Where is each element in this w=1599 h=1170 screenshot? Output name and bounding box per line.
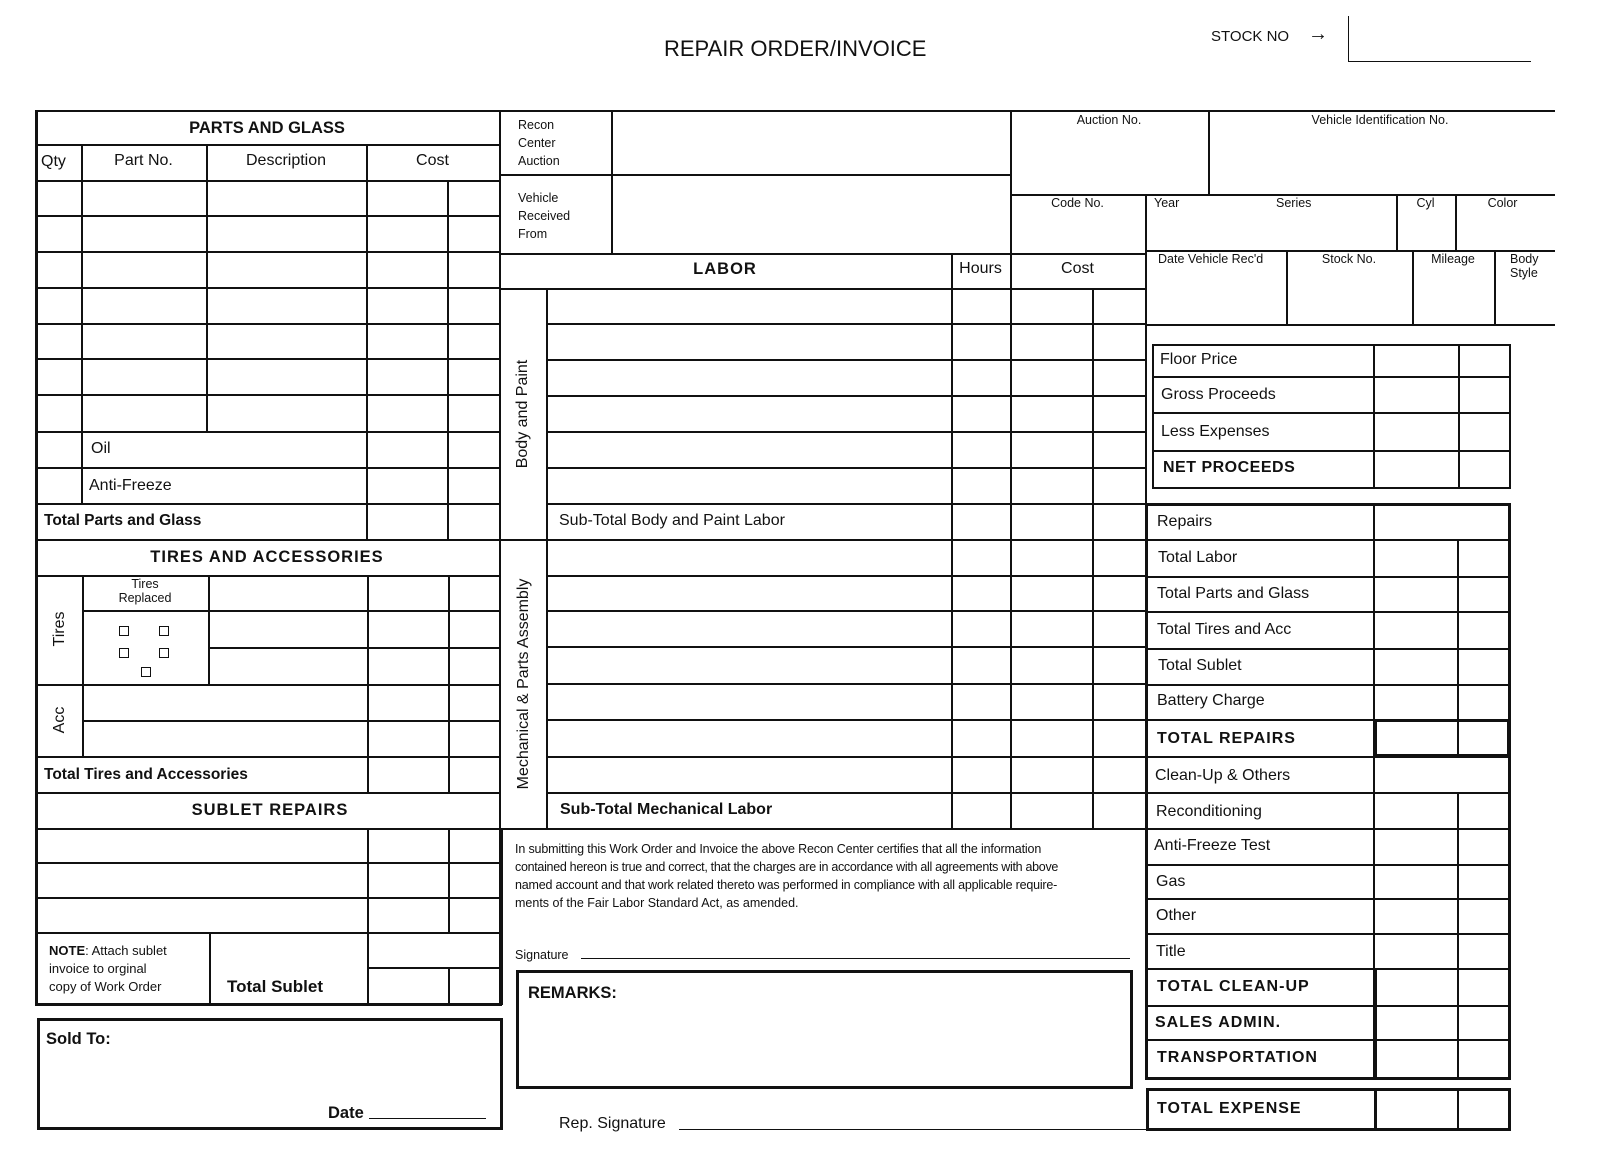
signature-label: Signature: [515, 948, 569, 962]
col-description-header: Description: [245, 152, 327, 169]
other-field[interactable]: [1375, 900, 1507, 932]
floor-price-label: Floor Price: [1160, 351, 1238, 368]
parts-row-6[interactable]: [37, 360, 497, 393]
sublet-note-line-2: invoice to orginal: [49, 961, 147, 976]
body-paint-row-3[interactable]: [548, 361, 1144, 394]
divider: [35, 932, 501, 934]
divider: [499, 828, 1146, 830]
tire-checkbox-3[interactable]: [119, 648, 129, 658]
divider: [35, 792, 499, 794]
parts-row-2[interactable]: [37, 217, 497, 250]
body-paint-row-6[interactable]: [548, 469, 1144, 502]
date-received-field[interactable]: [1147, 268, 1285, 323]
body-style-label-2: Style: [1510, 266, 1538, 280]
certification-line-4: ments of the Fair Labor Standard Act, as amended.: [515, 896, 799, 910]
body-paint-row-1[interactable]: [548, 290, 1144, 322]
antifreeze-test-field[interactable]: [1375, 830, 1507, 863]
body-style-label-1: Body: [1510, 252, 1539, 266]
total-expense-field[interactable]: [1378, 1091, 1508, 1128]
sublet-row-3[interactable]: [37, 899, 499, 931]
tire-checkbox-2[interactable]: [159, 626, 169, 636]
total-tires-acc-label: Total Tires and Accessories: [44, 766, 248, 783]
total-labor-field[interactable]: [1375, 541, 1507, 575]
divider: [35, 539, 499, 541]
mileage-field[interactable]: [1414, 268, 1493, 323]
tire-checkbox-1[interactable]: [119, 626, 129, 636]
mechanical-row-7[interactable]: [548, 758, 1144, 791]
title-field[interactable]: [1375, 935, 1507, 967]
repairs-field[interactable]: [1375, 505, 1507, 538]
recon-label-2: Center: [518, 136, 556, 150]
mechanical-side-label: Mechanical & Parts Assembly: [515, 578, 532, 790]
divider: [546, 503, 1146, 505]
total-sublet-summary-label: Total Sublet: [1158, 657, 1242, 674]
divider: [499, 253, 1146, 255]
net-proceeds-label: NET PROCEEDS: [1163, 459, 1296, 476]
tires-row-2[interactable]: [210, 612, 497, 646]
divider: [1145, 324, 1555, 326]
tire-checkbox-5[interactable]: [141, 667, 151, 677]
series-label: Series: [1276, 196, 1312, 210]
divider: [35, 1003, 502, 1006]
battery-charge-field[interactable]: [1375, 686, 1507, 718]
mileage-label: Mileage: [1431, 252, 1475, 266]
divider: [209, 932, 211, 1003]
body-paint-row-5[interactable]: [548, 433, 1144, 466]
body-paint-row-4[interactable]: [548, 397, 1144, 430]
repairs-label: Repairs: [1157, 513, 1213, 530]
less-expenses-field[interactable]: [1375, 414, 1509, 449]
stock-no-col-label: Stock No.: [1321, 252, 1377, 266]
parts-row-7[interactable]: [37, 396, 497, 430]
total-parts-glass-summary-label: Total Parts and Glass: [1157, 585, 1310, 602]
mechanical-row-2[interactable]: [548, 577, 1144, 609]
total-cleanup-label: TOTAL CLEAN-UP: [1157, 978, 1310, 995]
date-field[interactable]: [369, 1118, 486, 1119]
received-label-2: Received: [518, 209, 571, 223]
body-style-field[interactable]: [1496, 282, 1555, 323]
floor-price-field[interactable]: [1375, 346, 1509, 375]
body-paint-subtotal-label: Sub-Total Body and Paint Labor: [559, 512, 785, 529]
labor-hours-header: Hours: [959, 260, 1002, 277]
arrow-right-icon: →: [1308, 23, 1328, 45]
recon-label-1: Recon: [518, 118, 555, 132]
mechanical-row-4[interactable]: [548, 648, 1144, 682]
stock-no-field[interactable]: [1348, 16, 1531, 62]
total-parts-glass-label: Total Parts and Glass: [44, 512, 202, 529]
cyl-label: Cyl: [1416, 196, 1435, 210]
parts-row-1[interactable]: [37, 182, 497, 214]
sublet-row-1[interactable]: [37, 830, 499, 861]
certification-line-3: named account and that work related thereto was performed in compliance with all applicable require-: [515, 878, 1058, 892]
total-cleanup-field[interactable]: [1377, 971, 1507, 1004]
mechanical-subtotal-label: Sub-Total Mechanical Labor: [560, 801, 773, 818]
received-label-3: From: [518, 227, 548, 241]
year-label: Year: [1154, 196, 1180, 210]
sales-admin-label: SALES ADMIN.: [1155, 1014, 1282, 1031]
labor-cost-header: Cost: [1061, 260, 1094, 277]
acc-side-label: Acc: [51, 706, 68, 734]
transportation-label: TRANSPORTATION: [1157, 1049, 1318, 1066]
tires-side-label: Tires: [51, 611, 68, 647]
sublet-title: SUBLET REPAIRS: [191, 801, 349, 819]
col-qty-header: Qty: [41, 153, 66, 170]
auction-no-field[interactable]: [1012, 130, 1207, 192]
certification-line-2: contained hereon is true and correct, that the charges are in accordance with all agreements with above: [515, 860, 1059, 874]
divider: [1374, 1088, 1377, 1131]
code-no-field[interactable]: [1012, 212, 1144, 252]
mechanical-row-1[interactable]: [548, 541, 1144, 574]
mechanical-row-5[interactable]: [548, 685, 1144, 718]
col-partno-header: Part No.: [114, 152, 173, 169]
less-expenses-label: Less Expenses: [1161, 423, 1270, 440]
sold-to-label: Sold To:: [46, 1030, 111, 1048]
tires-row-3[interactable]: [210, 649, 497, 683]
sublet-note-line-3: copy of Work Order: [49, 979, 162, 994]
vin-label: Vehicle Identification No.: [1311, 113, 1449, 127]
total-labor-label: Total Labor: [1158, 549, 1238, 566]
total-expense-label: TOTAL EXPENSE: [1157, 1100, 1302, 1117]
rep-signature-label: Rep. Signature: [559, 1115, 666, 1132]
total-sublet-label: Total Sublet: [227, 977, 324, 996]
antifreeze-test-label: Anti-Freeze Test: [1154, 837, 1271, 854]
stock-no-label: STOCK NO: [1211, 28, 1290, 45]
parts-row-3[interactable]: [37, 253, 497, 286]
remarks-label: REMARKS:: [528, 984, 617, 1002]
title-label: Title: [1156, 943, 1186, 960]
parts-row-4[interactable]: [37, 289, 497, 322]
body-paint-row-2[interactable]: [548, 325, 1144, 358]
page-title: REPAIR ORDER/INVOICE: [664, 36, 927, 61]
divider: [35, 503, 499, 505]
sales-admin-field[interactable]: [1377, 1007, 1507, 1038]
reconditioning-field[interactable]: [1375, 794, 1507, 827]
cleanup-others-label: Clean-Up & Others: [1155, 767, 1291, 784]
total-repairs-field[interactable]: [1377, 722, 1507, 755]
total-tires-acc-summary-label: Total Tires and Acc: [1157, 621, 1292, 638]
vin-field[interactable]: [1210, 130, 1555, 192]
divider: [367, 967, 501, 969]
cleanup-others-field[interactable]: [1375, 758, 1507, 791]
auction-no-label: Auction No.: [1076, 113, 1142, 127]
divider: [35, 431, 499, 433]
code-no-label: Code No.: [1051, 196, 1104, 210]
tires-row-1[interactable]: [210, 577, 497, 609]
reconditioning-label: Reconditioning: [1156, 803, 1262, 820]
color-field[interactable]: [1457, 212, 1555, 249]
tires-acc-title: TIRES AND ACCESSORIES: [150, 548, 384, 566]
cyl-field[interactable]: [1398, 212, 1454, 249]
recon-label-3: Auction: [518, 154, 560, 168]
gas-label: Gas: [1156, 873, 1186, 890]
total-parts-glass-field[interactable]: [1375, 578, 1507, 610]
parts-row-5[interactable]: [37, 325, 497, 357]
parts-glass-title: PARTS AND GLASS: [189, 119, 345, 137]
oil-label: Oil: [91, 440, 111, 457]
tire-checkbox-4[interactable]: [159, 648, 169, 658]
tires-replaced-label-2: Replaced: [118, 591, 172, 605]
gas-field[interactable]: [1375, 866, 1507, 897]
divider: [35, 467, 499, 469]
transportation-field[interactable]: [1377, 1041, 1507, 1076]
divider: [35, 756, 499, 758]
tires-replaced-label-1: Tires: [131, 577, 159, 591]
received-label-1: Vehicle: [518, 191, 559, 205]
sublet-note-line-1: [49, 944, 167, 957]
sublet-row-2[interactable]: [37, 864, 499, 896]
mechanical-row-3[interactable]: [548, 612, 1144, 645]
stock-no-col-field[interactable]: [1288, 268, 1411, 323]
vehicle-received-field[interactable]: [613, 176, 1009, 252]
acc-row-1[interactable]: [84, 686, 497, 719]
gross-proceeds-label: Gross Proceeds: [1161, 386, 1276, 403]
total-tires-acc-field[interactable]: [1375, 613, 1507, 647]
rep-signature-field[interactable]: [679, 1129, 1146, 1130]
note-text: : Attach sublet: [85, 943, 167, 958]
body-paint-side-label: Body and Paint: [514, 359, 531, 469]
antifreeze-label: Anti-Freeze: [89, 477, 172, 494]
note-bold-label: NOTE: [49, 943, 86, 958]
other-label: Other: [1156, 907, 1197, 924]
certification-line-1: In submitting this Work Order and Invoice the above Recon Center certifies that all the information: [515, 842, 1042, 856]
recon-center-field[interactable]: [613, 112, 1009, 173]
labor-title: LABOR: [693, 260, 757, 278]
signature-field[interactable]: [581, 958, 1130, 959]
color-label: Color: [1487, 196, 1518, 210]
divider: [448, 967, 450, 1003]
date-received-label: Date Vehicle Rec'd: [1158, 252, 1264, 266]
acc-row-2[interactable]: [84, 722, 497, 755]
col-cost-header: Cost: [416, 152, 449, 169]
battery-charge-label: Battery Charge: [1157, 692, 1265, 709]
net-proceeds-field[interactable]: [1375, 452, 1509, 487]
divider: [500, 828, 503, 1005]
divider: [546, 792, 1146, 794]
total-repairs-label: TOTAL REPAIRS: [1157, 730, 1296, 747]
gross-proceeds-field[interactable]: [1375, 378, 1509, 411]
year-series-field[interactable]: [1147, 212, 1395, 249]
total-sublet-field[interactable]: [1375, 650, 1507, 683]
mechanical-row-6[interactable]: [548, 721, 1144, 755]
divider: [35, 144, 499, 146]
date-label: Date: [328, 1104, 364, 1122]
divider: [1145, 1077, 1511, 1080]
divider: [1145, 968, 1509, 970]
